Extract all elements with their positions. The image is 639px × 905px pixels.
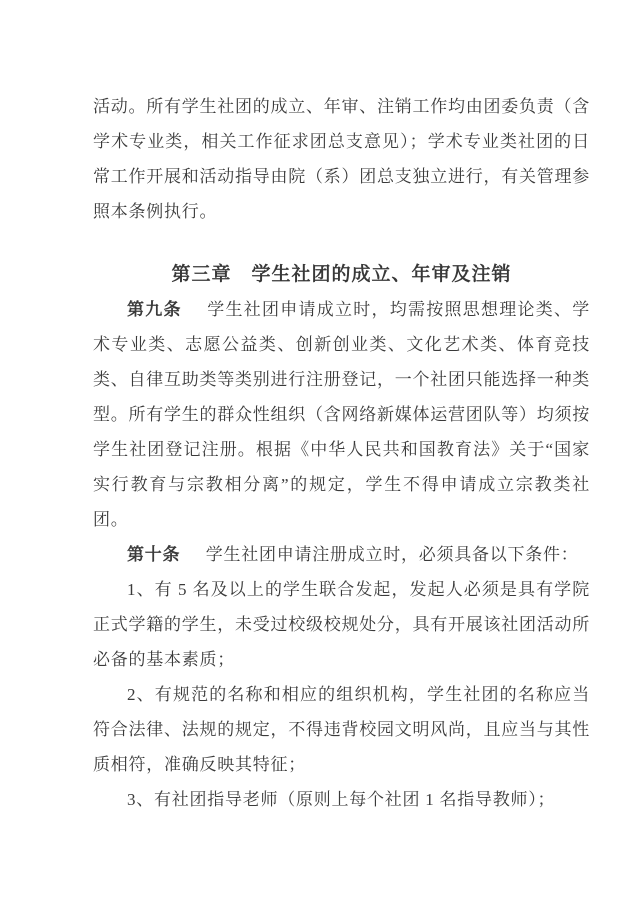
article-9-paragraph bbox=[93, 292, 590, 537]
article-9-label: 第九条 bbox=[127, 300, 182, 319]
article-9-text: 学生社团申请成立时，均需按照思想理论类、学术专业类、志愿公益类、创新创业类、文化艺术类、体育竞技类、自律互助类等类别进行注册登记，一个社团只能选择一种类型。所有学生的群众性组织（含网络新媒体运营团队等）均须按学生社团登记注册。根据《中华人民共和国教育法》关于“国家实行教育与宗教相分离”的规定，学生不得申请成立宗教类社团。 bbox=[93, 300, 590, 529]
condition-item-2: 2、有规范的名称和相应的组织机构，学生社团的名称应当符合法律、法规的规定，不得违背校园文明风尚，且应当与其性质相符，准确反映其特征； bbox=[93, 685, 590, 774]
article-10-text: 学生社团申请注册成立时，必须具备以下条件： bbox=[205, 545, 579, 564]
chapter-heading: 第三章 学生社团的成立、年审及注销 bbox=[171, 264, 512, 285]
condition-item-3: 3、有社团指导老师（原则上每个社团 1 名指导教师）； bbox=[127, 790, 556, 809]
condition-item-1: 1、有 5 名及以上的学生联合发起，发起人必须是具有学院正式学籍的学生，未受过校级校规处分，具有开展该社团活动所必备的基本素质； bbox=[93, 580, 590, 669]
article-10-label: 第十条 bbox=[127, 545, 181, 564]
article-10-paragraph bbox=[93, 537, 590, 572]
intro-paragraph: 活动。所有学生社团的成立、年审、注销工作均由团委负责（含学术专业类，相关工作征求团总支意见）；学术专业类社团的日常工作开展和活动指导由院（系）团总支独立进行，有关管理参照本条例执行。 bbox=[93, 97, 590, 221]
